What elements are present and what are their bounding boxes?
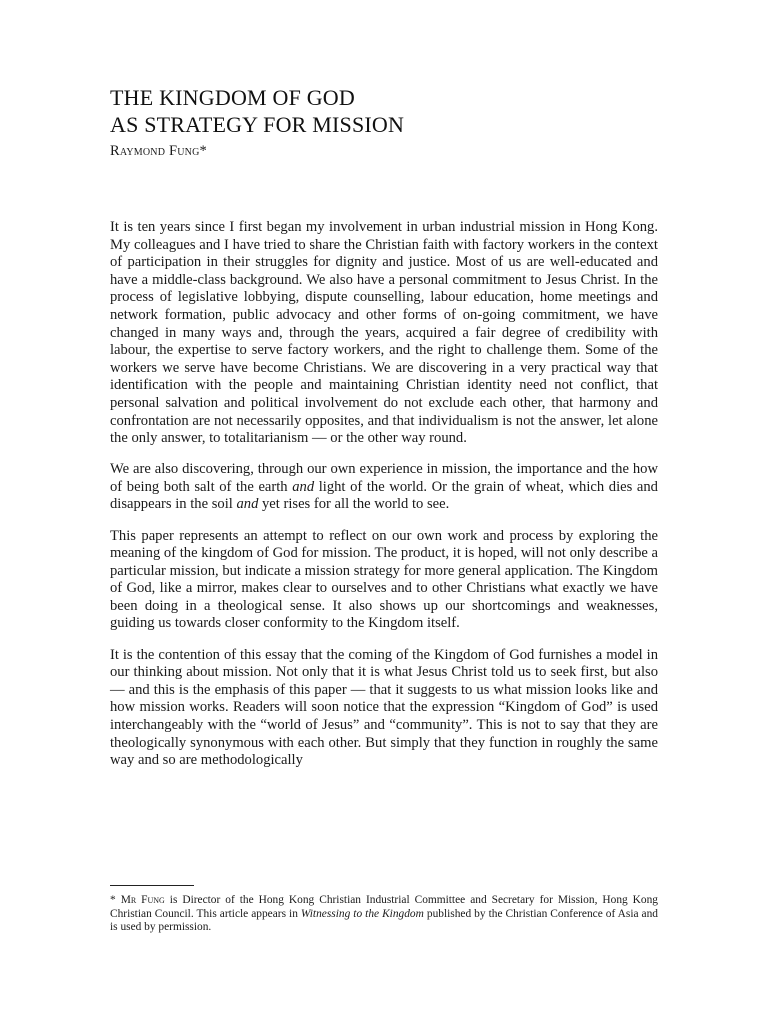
paragraph-1: It is ten years since I first began my involvement in urban industrial mission in Hong Kong. My colleagues and I have tried to share the Christian faith with factory workers in the context of participation in their struggles for dignity and justice. Most of us are well-educated and have a middle-class background. We also have a personal commitment to Jesus Christ. In the process of legislative lobbying, dispute counselling, labour education, home meetings and network formation, public advocacy and other forms of on-going commitment, we have changed in many ways and, through the years, acquired a fair degree of credibility with labour, the expertise to serve factory workers, and the right to challenge them. Some of the workers we serve have become Christians. We are discovering in a very practical way that identification with the people and maintaining Christian identity need not conflict, that personal salvation and political involvement do not exclude each other, that harmony and confrontation are not necessarily opposites, and that individualism is not the answer, let alone the only answer, to totalitarianism — or the other way round. bbox=[110, 219, 658, 447]
author-byline: Raymond Fung* bbox=[110, 143, 207, 159]
paragraph-4: It is the contention of this essay that the coming of the Kingdom of God furnishes a model in our thinking about mission. Not only that it is what Jesus Christ told us to seek first, but also — and this is the emphasis of this paper — that it suggests to us what mission looks like and how mission works. Readers will soon notice that the expression “Kingdom of God” is used interchangeably with the “world of Jesus” and “community”. This is not to say that they are theologically synonymous with each other. But simply that they function in roughly the same way and so are methodologically bbox=[110, 646, 658, 769]
footnote: * Mr Fung is Director of the Hong Kong Christian Industrial Committee and Secretary for Mission, Hong Kong Christian Council. This article appears in Witnessing to the Kingdom published by the Christian Conference of Asia and is used by permission. bbox=[110, 894, 658, 934]
title-line-1: THE KINGDOM OF GOD bbox=[110, 85, 355, 110]
emphasis-and: and bbox=[236, 496, 259, 513]
footnote-publication-title: Witnessing to the Kingdom bbox=[300, 907, 424, 920]
footnote-divider bbox=[110, 885, 194, 886]
paragraph-3: This paper represents an attempt to reflect on our own work and process by exploring the meaning of the kingdom of God for mission. The product, it is hoped, will not only describe a particular mission, but indicate a mission strategy for more general application. The Kingdom of God, like a mirror, makes clear to ourselves and to other Christians what exactly we have been doing in a theological sense. It also shows up our shortcomings and weaknesses, guiding us towards closer conformity to the Kingdom itself. bbox=[110, 527, 658, 632]
article-body bbox=[110, 219, 658, 783]
emphasis-and: and bbox=[292, 478, 315, 495]
paragraph-2: We are also discovering, through our own experience in mission, the importance and the how of being both salt of the earth and light of the world. Or the grain of wheat, which dies and disappears in the soil and yet rises for all the world to see. bbox=[110, 461, 658, 513]
footnote-author-name: Mr Fung bbox=[120, 894, 165, 906]
title-line-2: AS STRATEGY FOR MISSION bbox=[110, 112, 405, 137]
article-title bbox=[110, 84, 404, 138]
